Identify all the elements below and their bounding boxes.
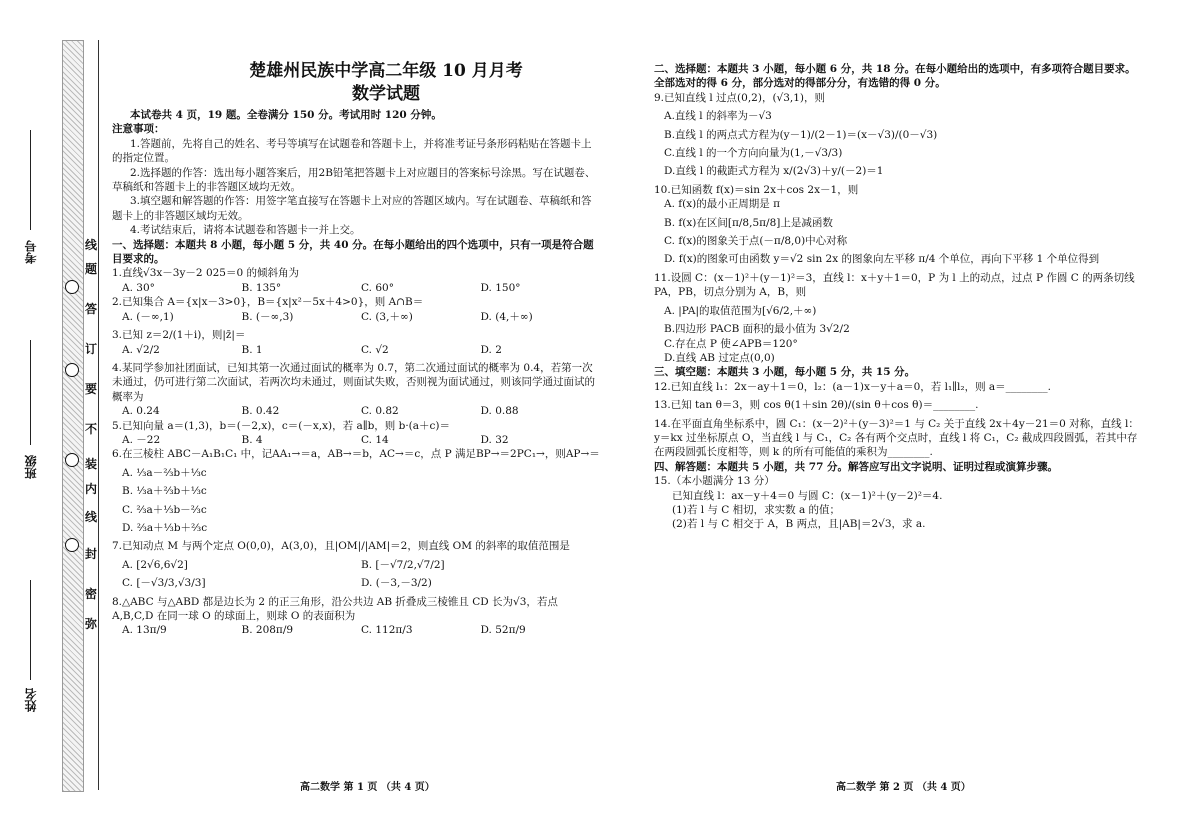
question-stem: 11.设圆 C：(x－1)²＋(y－1)²＝3，直线 l：x＋y＋1＝0，P 为 l 上的动点，过点 P 作圆 C 的两条切线 PA，PB，切点分别为 A，B，则 xyxy=(654,271,1135,299)
question-stem: 2.已知集合 A＝{x|x－3>0}，B＝{x|x²－5x＋4>0}，则 A∩B＝ xyxy=(112,296,424,309)
option: B. 135° xyxy=(241,281,282,294)
option: D. 32 xyxy=(480,433,509,446)
option: A. ⅓a－⅔b＋⅓c xyxy=(122,466,207,479)
option: C. ⅔a＋⅓b－⅔c xyxy=(122,503,207,516)
page-one xyxy=(112,60,600,638)
option: A. 13π/9 xyxy=(122,624,167,637)
option: C. (3,＋∞) xyxy=(361,310,413,323)
option: A.直线 l 的斜率为－√3 xyxy=(664,110,772,123)
option: D. (－3,－3/2) xyxy=(361,577,432,590)
option: A. －22 xyxy=(122,433,161,446)
hatch-bar xyxy=(62,40,84,792)
option: D. 150° xyxy=(480,281,521,294)
question-stem: 7.已知动点 M 与两个定点 O(0,0)，A(3,0)，且|OM|/|AM|＝2，则直线 OM 的斜率的取值范围是 xyxy=(112,540,570,553)
question-15-part: (2)若 l 与 C 相交于 A，B 两点，且|AB|＝2√3，求 a. xyxy=(672,518,926,531)
seal-char: 订 xyxy=(84,342,97,356)
option: C.直线 l 的一个方向向量为(1,－√3/3) xyxy=(664,147,843,160)
seal-char: 线 xyxy=(84,238,97,252)
section-two-heading: 二、选择题：本题共 3 小题，每小题 6 分，共 18 分。在每小题给出的选项中，有多项符合题目要求。全部选对的得 6 分，部分选对的得部分分，有选错的得 0 分。 xyxy=(654,63,1136,90)
page-two xyxy=(654,62,1144,532)
seal-char: 密 xyxy=(84,587,97,601)
notice-item: 1.答题前，先将自己的姓名、考号等填写在试题卷和答题卡上，并将准考证号条形码粘贴在答题卡上的指定位置。 xyxy=(112,137,592,165)
seal-circle xyxy=(65,363,79,377)
question-8 xyxy=(112,595,600,638)
exam-subtitle: 数学试题 xyxy=(352,84,420,104)
seal-char: 封 xyxy=(84,547,97,561)
option: A. 0.24 xyxy=(122,405,160,418)
seal-char: 要 xyxy=(84,382,97,396)
question-3 xyxy=(112,328,600,357)
footer-page-two: 高二数学 第 2 页 （共 4 页） xyxy=(836,782,971,793)
question-15-title: 15.（本小题满分 13 分） xyxy=(654,475,775,488)
question-13: 13.已知 tan θ＝3，则 cos θ(1＋sin 2θ)/(sin θ＋cos θ)＝________. xyxy=(654,399,979,412)
option: C. 60° xyxy=(361,281,394,294)
option: C. f(x)的图象关于点(－π/8,0)中心对称 xyxy=(664,235,848,248)
question-12: 12.已知直线 l₁：2x－ay＋1＝0，l₂：(a－1)x－y＋a＝0，若 l₁∥l₂，则 a＝________. xyxy=(654,380,1052,393)
option: D. f(x)的图象可由函数 y＝√2 sin 2x 的图象向左平移 π/4 个单位，再向下平移 1 个单位得到 xyxy=(664,253,1100,266)
option: B.四边形 PACB 面积的最小值为 3√2/2 xyxy=(664,323,850,336)
option: D. 0.88 xyxy=(480,405,519,418)
exam-title: 楚雄州民族中学高二年级 10 月月考 xyxy=(249,61,523,81)
option: D.直线 AB 过定点(0,0) xyxy=(664,351,775,364)
field-line-exam-number xyxy=(30,130,31,230)
question-stem: 4.某同学参加社团面试，已知其第一次通过面试的概率为 0.7，第二次通过面试的概率为 0.4，若第一次未通过，仍可进行第二次面试，若两次均未通过，则面试失败，否则视为面试通过，则该同学通过面试的概率为 xyxy=(112,361,595,403)
option: B. f(x)在区间[π/8,5π/8]上是减函数 xyxy=(664,216,833,229)
seal-circle xyxy=(65,453,79,467)
field-class: 班级 xyxy=(24,455,38,479)
option: C. √2 xyxy=(361,343,389,356)
question-stem: 1.直线√3x－3y－2 025＝0 的倾斜角为 xyxy=(112,267,300,280)
question-stem: 8.△ABC 与△ABD 都是边长为 2 的正三角形，沿公共边 AB 折叠成三棱锥且 CD 长为√3，若点 A,B,C,D 在同一球 O 的球面上，则球 O 的表面积为 xyxy=(112,595,558,622)
notice-item: 2.选择题的作答：选出每小题答案后，用2B铅笔把答题卡上对应题目的答案标号涂黑。写在试题卷、草稿纸和答题卡上的非答题区域均无效。 xyxy=(112,166,596,194)
seal-text xyxy=(84,40,98,790)
seal-circle xyxy=(65,280,79,294)
option: C.存在点 P 使∠APB＝120° xyxy=(664,337,798,350)
option: B. ⅓a＋⅔b＋⅓c xyxy=(122,485,207,498)
option: C. 0.82 xyxy=(361,405,399,418)
question-1 xyxy=(112,266,600,295)
option: D. 2 xyxy=(480,343,502,356)
question-15-stem: 已知直线 l：ax－y＋4＝0 与圆 C：(x－1)²＋(y－2)²＝4. xyxy=(672,489,943,502)
question-stem: 10.已知函数 f(x)＝sin 2x＋cos 2x－1，则 xyxy=(654,183,859,196)
option: B. 4 xyxy=(241,433,263,446)
notice-heading: 注意事项： xyxy=(112,123,165,136)
question-9 xyxy=(654,91,1144,179)
question-stem: 5.已知向量 a＝(1,3)，b＝(－2,x)，c＝(－x,x)，若 a∥b，则 b·(a＋c)＝ xyxy=(112,419,451,432)
notice-item: 4.考试结束后，请将本试题卷和答题卡一并上交。 xyxy=(130,224,361,237)
seal-char: 题 xyxy=(84,262,97,276)
option: D. ⅔a＋⅓b＋⅔c xyxy=(122,521,208,534)
question-6 xyxy=(112,447,600,535)
question-stem: 9.已知直线 l 过点(0,2)，(√3,1)，则 xyxy=(654,91,826,104)
question-10 xyxy=(654,183,1144,267)
seal-char: 装 xyxy=(84,457,97,471)
seal-char: 不 xyxy=(84,422,97,436)
field-name: 姓名 xyxy=(24,688,38,712)
seal-char: 内 xyxy=(84,482,97,496)
question-2 xyxy=(112,295,600,324)
option: B.直线 l 的两点式方程为(y－1)/(2－1)＝(x－√3)/(0－√3) xyxy=(664,128,938,141)
section-three-heading: 三、填空题：本题共 3 小题，每小题 5 分，共 15 分。 xyxy=(654,366,916,379)
field-line-name xyxy=(30,580,31,680)
section-four-heading: 四、解答题：本题共 5 小题，共 77 分。解答应写出文字说明、证明过程或演算步骤。 xyxy=(654,460,1059,473)
question-14: 14.在平面直角坐标系中，圆 C₁：(x－2)²＋(y－3)²＝1 与 C₂ 关于直线 2x＋4y－21＝0 对称，直线 l：y＝kx 过坐标原点 O，当直线 l 与 C₁，C₂ 各有两个交点时，直线 l 将 C₁，C₂ 截成四段圆弧，若其中存在两段圆弧长度相等，则 k 的所有可能值的乘积为________. xyxy=(654,417,1139,459)
question-5 xyxy=(112,419,600,448)
field-line-class xyxy=(30,340,31,445)
cut-line xyxy=(98,40,99,790)
section-one-heading: 一、选择题：本题共 8 小题，每小题 5 分，共 40 分。在每小题给出的四个选项中，只有一项是符合题目要求的。 xyxy=(112,238,594,266)
question-11 xyxy=(654,271,1144,365)
option: B. (－∞,3) xyxy=(241,310,294,323)
option: A. (－∞,1) xyxy=(122,310,174,323)
seal-char: 答 xyxy=(84,302,97,316)
footer-page-one: 高二数学 第 1 页 （共 4 页） xyxy=(300,782,435,793)
seal-char: 线 xyxy=(84,510,97,524)
option: C. 112π/3 xyxy=(361,624,413,637)
option: C. 14 xyxy=(361,433,389,446)
option: A. |PA|的取值范围为[√6/2,＋∞) xyxy=(664,304,817,317)
question-stem: 3.已知 z＝2/(1＋i)，则|z̄|＝ xyxy=(112,329,246,342)
option: B. 1 xyxy=(241,343,263,356)
question-7 xyxy=(112,539,600,590)
binding-strip xyxy=(0,0,100,831)
option: A. f(x)的最小正周期是 π xyxy=(664,198,780,211)
seal-char: 弥 xyxy=(84,617,97,631)
question-stem: 6.在三棱柱 ABC－A₁B₁C₁ 中，记AA₁→＝a，AB→＝b，AC→＝c，点 P 满足BP→＝2PC₁→，则AP→＝ xyxy=(112,448,600,461)
option: A. [2√6,6√2] xyxy=(122,558,188,571)
field-exam-number: 考号 xyxy=(24,240,38,264)
option: B. 0.42 xyxy=(241,405,280,418)
option: D. 52π/9 xyxy=(480,624,526,637)
option: A. 30° xyxy=(122,281,155,294)
option: A. √2/2 xyxy=(122,343,160,356)
option: D. (4,＋∞) xyxy=(480,310,533,323)
notice-item: 3.填空题和解答题的作答：用签字笔直接写在答题卡上对应的答题区域内。写在试题卷、草稿纸和答题卡上的非答题区域均无效。 xyxy=(112,195,592,222)
question-4 xyxy=(112,361,600,419)
option: D.直线 l 的截距式方程为 x/(2√3)＋y/(－2)＝1 xyxy=(664,165,884,178)
question-15-part: (1)若 l 与 C 相切，求实数 a 的值； xyxy=(672,503,841,516)
seal-circle xyxy=(65,538,79,552)
option: B. 208π/9 xyxy=(241,624,294,637)
exam-intro: 本试卷共 4 页，19 题。全卷满分 150 分。考试用时 120 分钟。 xyxy=(130,109,442,121)
option: C. [－√3/3,√3/3] xyxy=(122,577,206,590)
option: B. [－√7/2,√7/2] xyxy=(361,558,445,571)
